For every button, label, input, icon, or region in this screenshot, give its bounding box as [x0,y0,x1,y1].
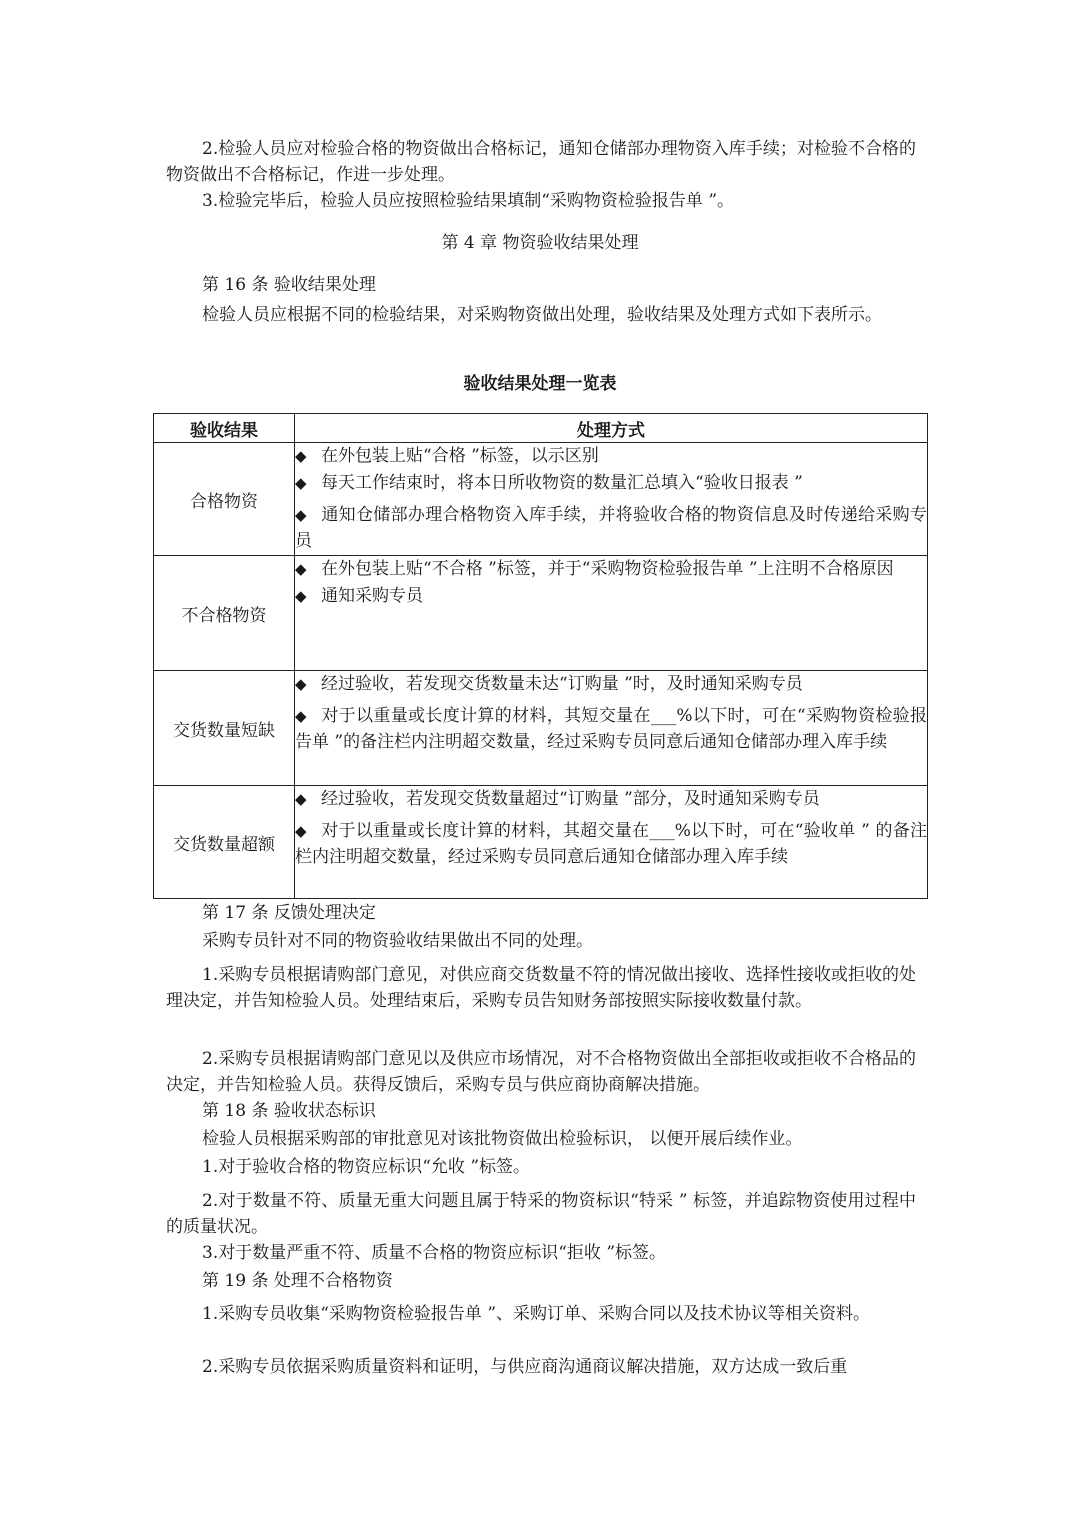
article-18-item-2: 2.对于数量不符、质量无重大问题且属于特采的物资标识“特采 ” 标签，并追踪物资使用过程中的质量状况。 [166,1191,916,1237]
table-row-excess [154,786,928,899]
article-18-title: 第 18 条 验收状态标识 [202,1101,376,1121]
article-17-item-2: 2.采购专员根据请购部门意见以及供应市场情况，对不合格物资做出全部拒收或拒收不合格品的决定，并告知检验人员。获得反馈后，采购专员与供应商协商解决措施。 [166,1049,916,1095]
row-category: 不合格物资 [154,556,295,671]
list-item: ◆ 通知采购专员 [295,583,927,609]
article-18-item-3: 3.对于数量严重不符、质量不合格的物资应标识“拒收 ”标签。 [202,1243,667,1263]
row-category: 交货数量短缺 [154,671,295,786]
list-item: ◆ 经过验收，若发现交货数量未达“订购量 ”时，及时通知采购专员 [295,671,927,697]
article-16-title: 第 16 条 验收结果处理 [202,275,376,295]
list-item: ◆ 通知仓储部办理合格物资入库手续，并将验收合格的物资信息及时传递给采购专员 [295,502,927,554]
list-item: ◆ 经过验收，若发现交货数量超过“订购量 ”部分，及时通知采购专员 [295,786,927,812]
result-handling-table [153,413,928,899]
paragraph-inspection-report: 3.检验完毕后，检验人员应按照检验结果填制“采购物资检验报告单 ”。 [202,191,735,211]
article-16-body: 检验人员应根据不同的检验结果，对采购物资做出处理，验收结果及处理方式如下表所示。 [202,305,882,325]
diamond-bullet-icon: ◆ [295,707,307,725]
table-title: 验收结果处理一览表 [463,374,617,394]
diamond-bullet-icon: ◆ [295,447,307,465]
row-items [295,671,928,786]
diamond-bullet-icon: ◆ [295,822,307,840]
article-18-body: 检验人员根据采购部的审批意见对该批物资做出检验标识， 以便开展后续作业。 [202,1129,803,1149]
article-19-item-1: 1.采购专员收集“采购物资检验报告单 ”、采购订单、采购合同以及技术协议等相关资料。 [202,1304,871,1324]
article-19-item-2: 2.采购专员依据采购质量资料和证明，与供应商沟通商议解决措施，双方达成一致后重 [202,1357,848,1377]
article-17-item-1: 1.采购专员根据请购部门意见，对供应商交货数量不符的情况做出接收、选择性接收或拒收的处理决定，并告知检验人员。处理结束后，采购专员告知财务部按照实际接收数量付款。 [166,965,916,1011]
list-item: ◆ 对于以重量或长度计算的材料，其短交量在___%以下时，可在“采购物资检验报告单 ”的备注栏内注明超交数量，经过采购专员同意后通知仓储部办理入库手续 [295,703,927,755]
article-19-title: 第 19 条 处理不合格物资 [202,1271,393,1291]
table-row-shortage [154,671,928,786]
row-items [295,556,928,671]
row-items [295,786,928,899]
diamond-bullet-icon: ◆ [295,506,307,524]
list-item: ◆ 每天工作结束时，将本日所收物资的数量汇总填入“验收日报表 ” [295,470,927,496]
list-item: ◆ 在外包装上贴“不合格 ”标签，并于“采购物资检验报告单 ”上注明不合格原因 [295,556,927,582]
table-row-qualified [154,443,928,556]
list-item: ◆ 对于以重量或长度计算的材料，其超交量在___%以下时，可在“验收单 ” 的备注栏内注明超交数量，经过采购专员同意后通知仓储部办理入库手续 [295,818,927,870]
table-header-row [154,414,928,443]
article-17-title: 第 17 条 反馈处理决定 [202,903,376,923]
header-handling: 处理方式 [295,414,928,443]
table-row-unqualified [154,556,928,671]
paragraph-inspection-mark: 2.检验人员应对检验合格的物资做出合格标记，通知仓储部办理物资入库手续；对检验不合格的物资做出不合格标记，作进一步处理。 [166,139,916,185]
diamond-bullet-icon: ◆ [295,474,307,492]
diamond-bullet-icon: ◆ [295,675,307,693]
list-item: ◆ 在外包装上贴“合格 ”标签，以示区别 [295,443,927,469]
row-category: 交货数量超额 [154,786,295,899]
row-items [295,443,928,556]
diamond-bullet-icon: ◆ [295,560,307,578]
header-result: 验收结果 [154,414,295,443]
article-17-body: 采购专员针对不同的物资验收结果做出不同的处理。 [202,931,593,951]
diamond-bullet-icon: ◆ [295,790,307,808]
diamond-bullet-icon: ◆ [295,587,307,605]
row-category: 合格物资 [154,443,295,556]
chapter-title: 第 4 章 物资验收结果处理 [441,233,639,253]
article-18-item-1: 1.对于验收合格的物资应标识“允收 ”标签。 [202,1157,531,1177]
